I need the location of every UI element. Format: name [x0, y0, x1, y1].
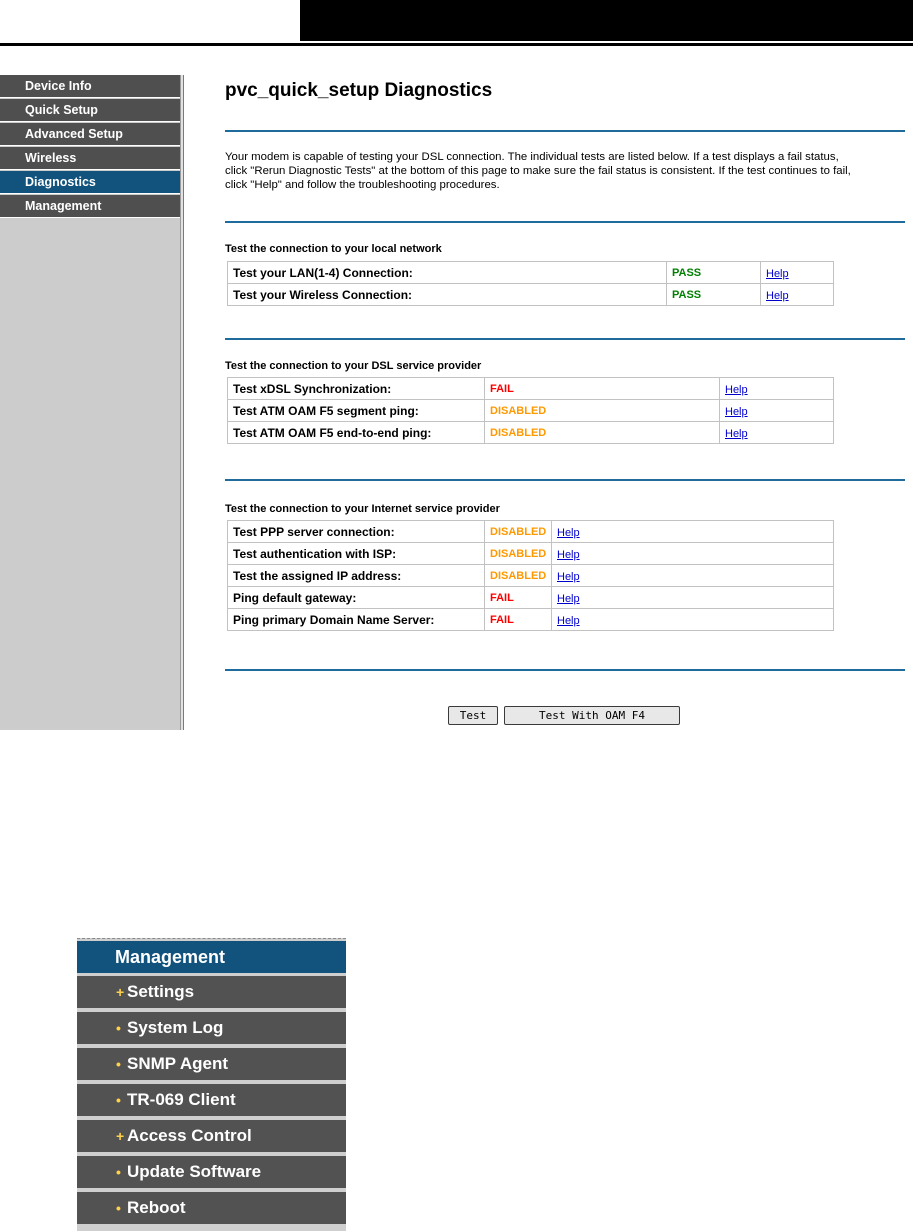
help-cell: [761, 262, 834, 284]
bullet-icon: •: [116, 1092, 121, 1108]
help-link[interactable]: Help: [557, 614, 580, 627]
submenu-label: TR-069 Client: [127, 1090, 236, 1109]
help-cell: [552, 565, 834, 587]
page-title: pvc_quick_setup Diagnostics: [225, 80, 493, 101]
sidebar-item-management[interactable]: Management: [0, 195, 180, 218]
bullet-icon: •: [116, 1164, 121, 1180]
isp-table: [227, 520, 834, 631]
help-link[interactable]: Help: [725, 427, 748, 440]
table-row: [228, 284, 834, 306]
help-link[interactable]: Help: [725, 383, 748, 396]
submenu-item-settings[interactable]: [77, 976, 346, 1008]
help-cell: [552, 543, 834, 565]
help-cell: [552, 609, 834, 631]
table-row: [228, 565, 834, 587]
submenu-label: SNMP Agent: [127, 1054, 229, 1073]
section-heading-dsl: Test the connection to your DSL service provider: [225, 360, 482, 372]
bullet-icon: •: [116, 1200, 121, 1216]
test-label: Test ATM OAM F5 segment ping:: [228, 400, 485, 422]
help-cell: [720, 400, 834, 422]
help-link[interactable]: Help: [557, 548, 580, 561]
test-label: Test your Wireless Connection:: [228, 284, 667, 306]
test-button[interactable]: Test: [448, 706, 498, 725]
header-black-bar: [300, 0, 913, 41]
plus-icon: +: [116, 984, 125, 1000]
table-row: [228, 262, 834, 284]
help-cell: [552, 587, 834, 609]
divider: [225, 338, 905, 340]
sidebar: [0, 75, 180, 730]
status-badge: DISABLED: [485, 543, 552, 565]
local-network-table: [227, 261, 834, 306]
management-submenu: [77, 938, 346, 1231]
help-cell: [761, 284, 834, 306]
help-cell: [552, 521, 834, 543]
status-badge: DISABLED: [485, 400, 720, 422]
test-label: Test ATM OAM F5 end-to-end ping:: [228, 422, 485, 444]
status-badge: PASS: [667, 284, 761, 306]
divider: [225, 221, 905, 223]
status-badge: FAIL: [485, 587, 552, 609]
divider: [225, 479, 905, 481]
test-with-oam-f4-button[interactable]: Test With OAM F4: [504, 706, 680, 725]
test-label: Test PPP server connection:: [228, 521, 485, 543]
submenu-item-update-software[interactable]: [77, 1156, 346, 1188]
section-heading-isp: Test the connection to your Internet service provider: [225, 503, 500, 515]
help-link[interactable]: Help: [766, 289, 789, 302]
submenu-item-tr-069-client[interactable]: [77, 1084, 346, 1116]
sidebar-item-advanced-setup[interactable]: Advanced Setup: [0, 123, 180, 146]
submenu-item-snmp-agent[interactable]: [77, 1048, 346, 1080]
submenu-label: Access Control: [127, 1126, 252, 1145]
divider: [225, 669, 905, 671]
divider: [225, 130, 905, 132]
help-link[interactable]: Help: [766, 267, 789, 280]
sidebar-item-quick-setup[interactable]: Quick Setup: [0, 99, 180, 122]
intro-line: click "Rerun Diagnostic Tests" at the bottom of this page to make sure the fail status is consistent. If the test continues to fail,: [225, 165, 851, 177]
help-link[interactable]: Help: [725, 405, 748, 418]
test-label: Ping default gateway:: [228, 587, 485, 609]
table-row: [228, 521, 834, 543]
sidebar-item-diagnostics[interactable]: Diagnostics: [0, 171, 180, 194]
test-label: Test the assigned IP address:: [228, 565, 485, 587]
help-cell: [720, 422, 834, 444]
dsl-provider-table: [227, 377, 834, 444]
test-label: Test authentication with ISP:: [228, 543, 485, 565]
table-row: [228, 609, 834, 631]
status-badge: DISABLED: [485, 422, 720, 444]
intro-text: [225, 150, 905, 192]
table-row: [228, 378, 834, 400]
submenu-label: System Log: [127, 1018, 224, 1037]
submenu-label: Update Software: [127, 1162, 262, 1181]
help-link[interactable]: Help: [557, 526, 580, 539]
header-rule: [0, 43, 913, 46]
submenu-label: Reboot: [127, 1198, 186, 1217]
submenu-item-access-control[interactable]: [77, 1120, 346, 1152]
status-badge: DISABLED: [485, 521, 552, 543]
router-diagnostics-screen: [0, 75, 913, 730]
submenu-title-management[interactable]: Management: [77, 941, 346, 973]
section-heading-local: Test the connection to your local network: [225, 243, 442, 255]
intro-line: Your modem is capable of testing your DSL connection. The individual tests are listed below. If a test displays a fail status,: [225, 151, 839, 163]
submenu-item-reboot[interactable]: [77, 1192, 346, 1224]
sidebar-item-device-info[interactable]: Device Info: [0, 75, 180, 98]
status-badge: DISABLED: [485, 565, 552, 587]
table-row: [228, 587, 834, 609]
status-badge: PASS: [667, 262, 761, 284]
sidebar-item-wireless[interactable]: Wireless: [0, 147, 180, 170]
plus-icon: +: [116, 1128, 125, 1144]
sidebar-divider: [180, 75, 186, 730]
bullet-icon: •: [116, 1056, 121, 1072]
status-badge: FAIL: [485, 378, 720, 400]
bullet-icon: •: [116, 1020, 121, 1036]
table-row: [228, 400, 834, 422]
submenu-label: Settings: [127, 982, 195, 1001]
test-label: Test xDSL Synchronization:: [228, 378, 485, 400]
help-link[interactable]: Help: [557, 570, 580, 583]
table-row: [228, 543, 834, 565]
table-row: [228, 422, 834, 444]
help-link[interactable]: Help: [557, 592, 580, 605]
submenu-item-system-log[interactable]: [77, 1012, 346, 1044]
test-label: Ping primary Domain Name Server:: [228, 609, 485, 631]
status-badge: FAIL: [485, 609, 552, 631]
help-cell: [720, 378, 834, 400]
intro-line: click "Help" and follow the troubleshooting procedures.: [225, 179, 500, 191]
test-label: Test your LAN(1-4) Connection:: [228, 262, 667, 284]
